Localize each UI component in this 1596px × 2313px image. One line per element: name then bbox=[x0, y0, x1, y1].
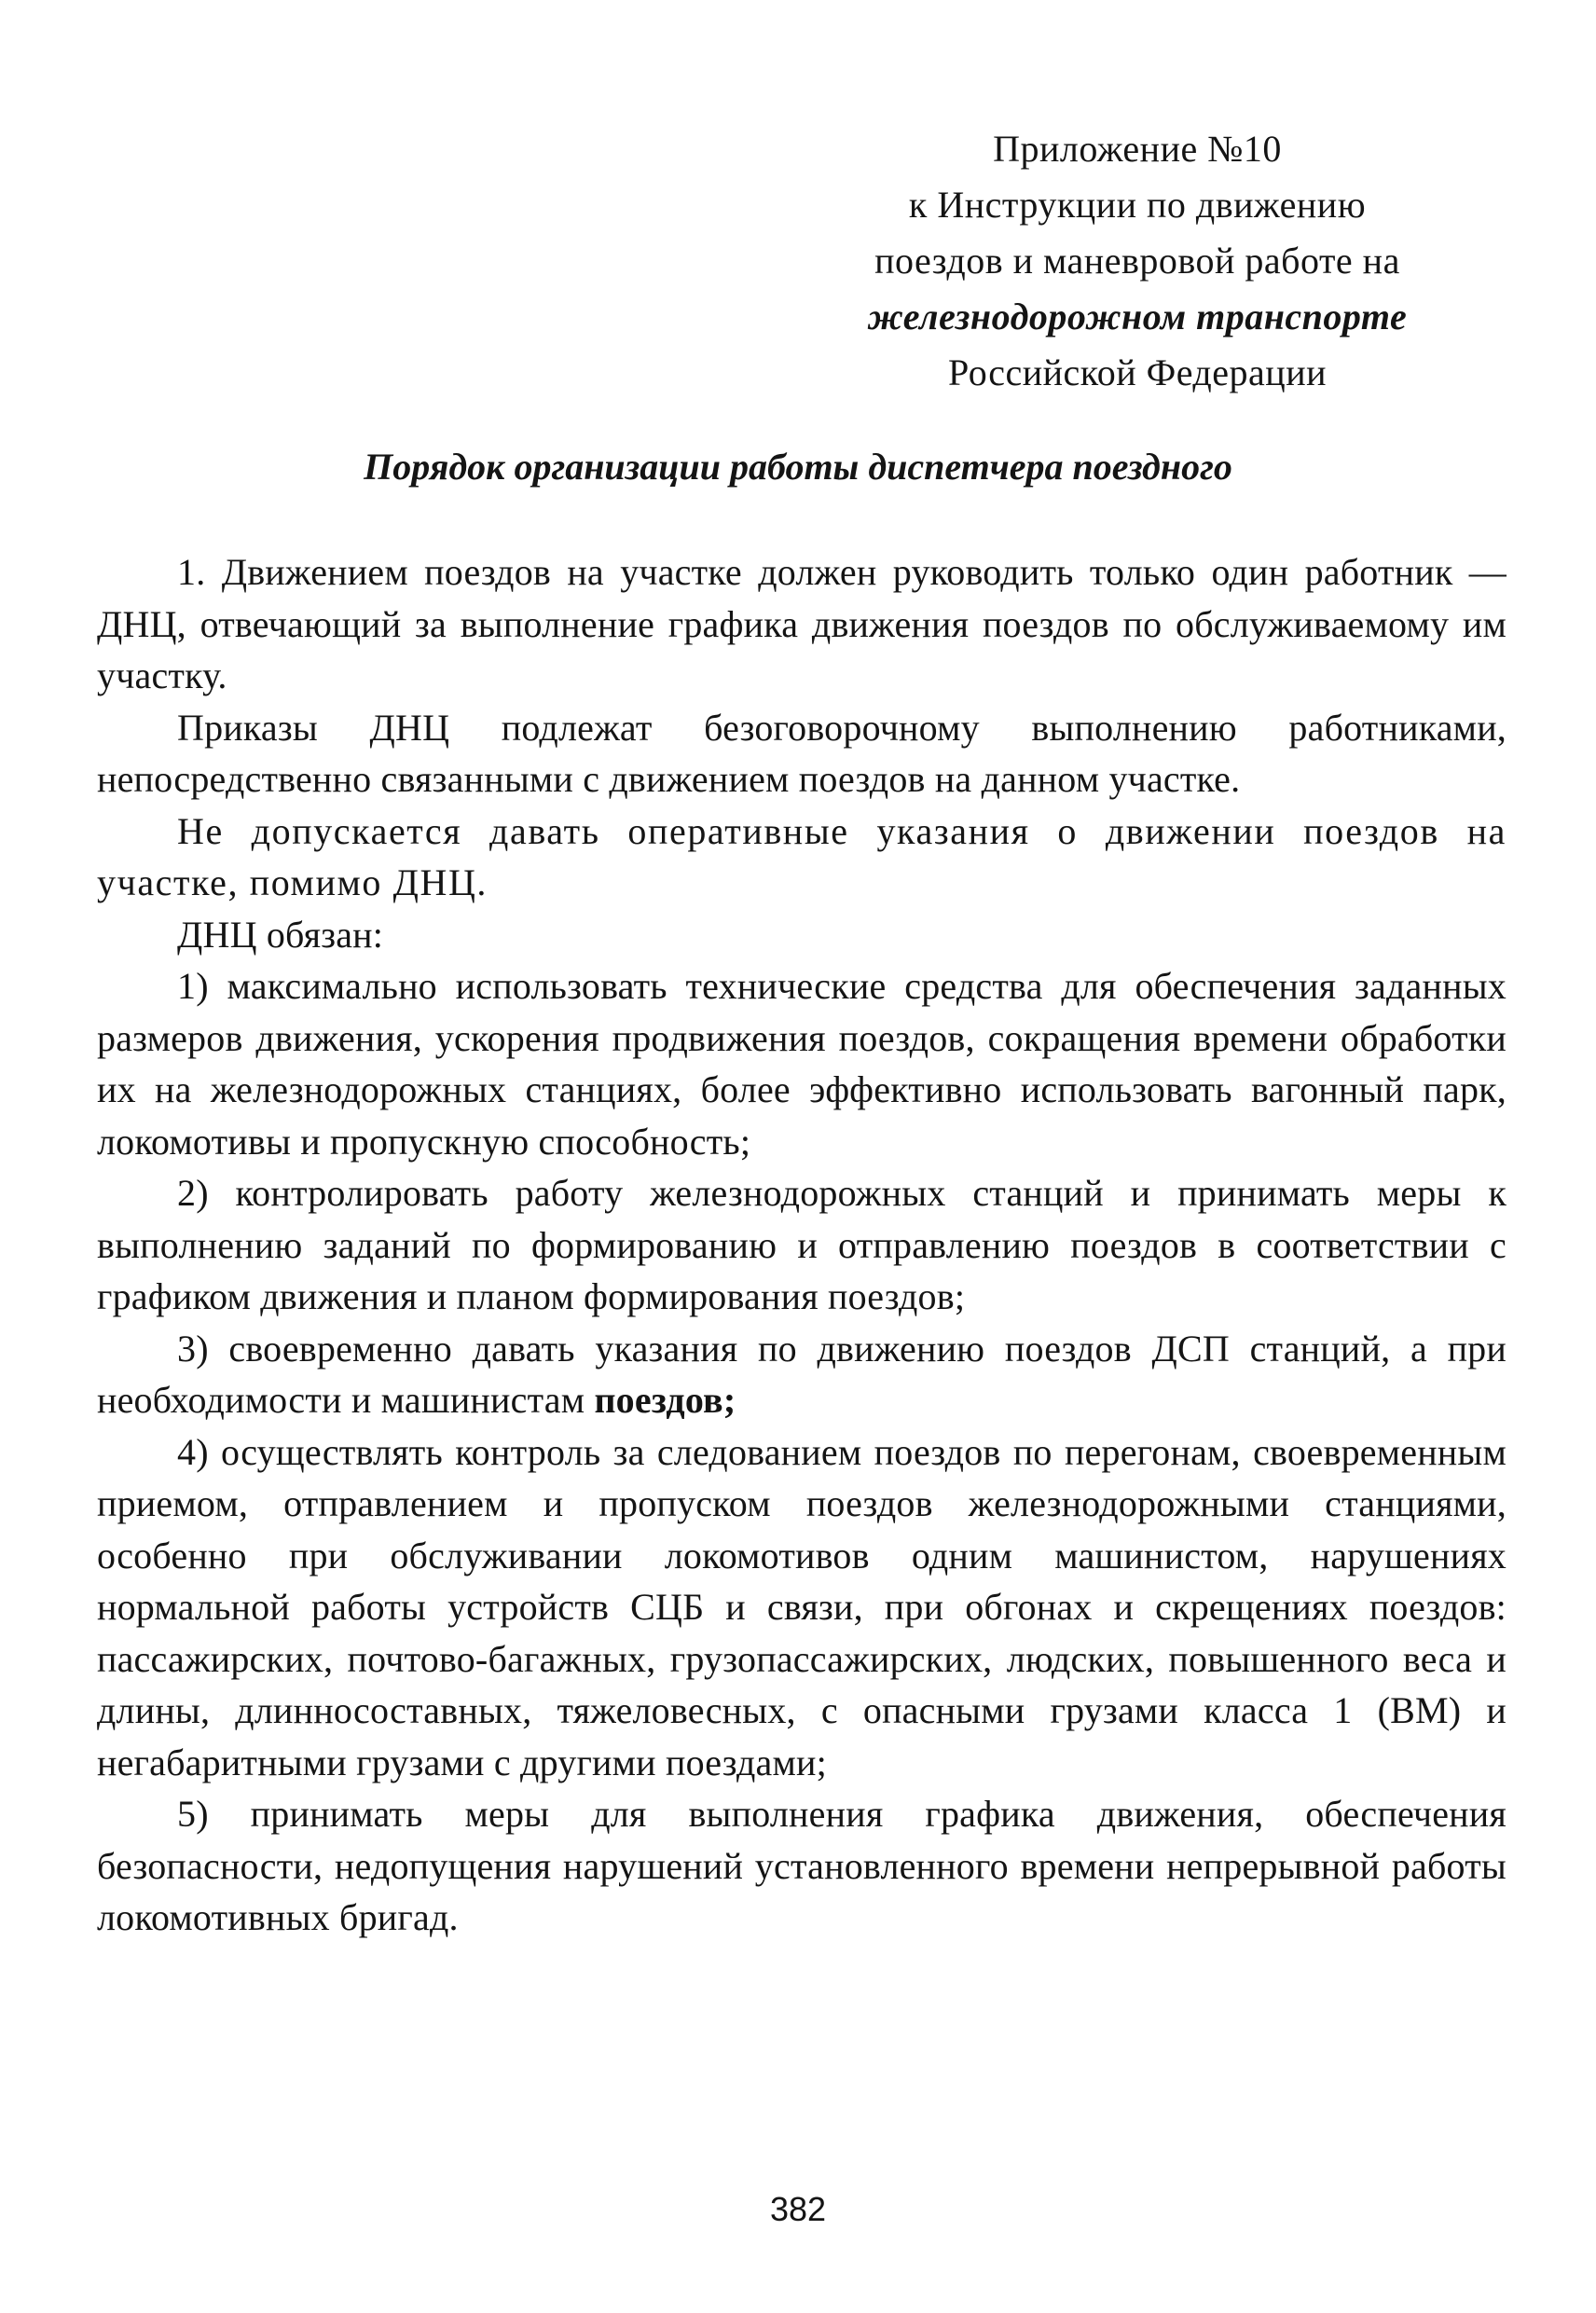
page-number: 382 bbox=[769, 2190, 827, 2228]
paragraph: Приказы ДНЦ подлежат безоговорочному выполнению работниками, непосредственно связанными с движением поездов на данном участке. bbox=[97, 706, 1507, 800]
paragraph: ДНЦ обязан: bbox=[177, 913, 384, 956]
list-item: 4) осуществлять контроль за следованием поездов по перегонам, своевременным приемом, отправлением и пропуском поездов железнодорожными станциями, особенно при обслуживании локомотивов одним машинистом, нарушениях нормальной работы устройств СЦБ и связи, при обгонах и скрещениях поездов: пассажирских, почтово-багажных, грузопассажирских, людских, повышенного веса и длины, длинносоставных, тяжеловесных, с опасными грузами класса 1 (ВМ) и негабаритными грузами с другими поездами; bbox=[97, 1430, 1507, 1783]
paragraph: Не допускается давать оперативные указания о движении поездов на участке, помимо ДНЦ. bbox=[97, 809, 1507, 903]
section-title: Порядок организации работы диспетчера поездного bbox=[364, 446, 1232, 488]
appendix-line: Российской Федерации bbox=[947, 351, 1328, 393]
list-item: 1) максимально использовать технические средства для обеспечения заданных размеров движения, ускорения продвижения поездов, сокращения времени обработки их на железнодорожных станциях, более эффективно использовать вагонный парк, локомотивы и пропускную способность; bbox=[97, 965, 1507, 1163]
appendix-header bbox=[783, 121, 1492, 401]
appendix-number: Приложение №10 bbox=[993, 128, 1282, 170]
list-item-bold-text: поездов; bbox=[594, 1379, 736, 1421]
paragraph: 1. Движением поездов на участке должен руководить только один работник — ДНЦ, отвечающий за выполнение графика движения поездов по обслуживаемому им участку. bbox=[97, 551, 1507, 696]
appendix-line: поездов и маневровой работе на bbox=[874, 240, 1400, 282]
list-item-text: 3) своевременно давать указания по движению поездов ДСП станций, а при необходимости и машинистам bbox=[97, 1327, 1507, 1421]
list-item bbox=[97, 1323, 1507, 1426]
appendix-line: к Инструкции по движению bbox=[908, 184, 1367, 226]
list-item: 2) контролировать работу железнодорожных станций и принимать меры к выполнению заданий по формированию и отправлению поездов в соответствии с графиком движения и планом формирования поездов; bbox=[97, 1172, 1507, 1317]
list-item: 5) принимать меры для выполнения графика движения, обеспечения безопасности, недопущения нарушений установленного времени непрерывной работы локомотивных бригад. bbox=[97, 1793, 1507, 1938]
body-text bbox=[97, 546, 1507, 1944]
appendix-line-bold: железнодорожном транспорте bbox=[867, 296, 1408, 337]
